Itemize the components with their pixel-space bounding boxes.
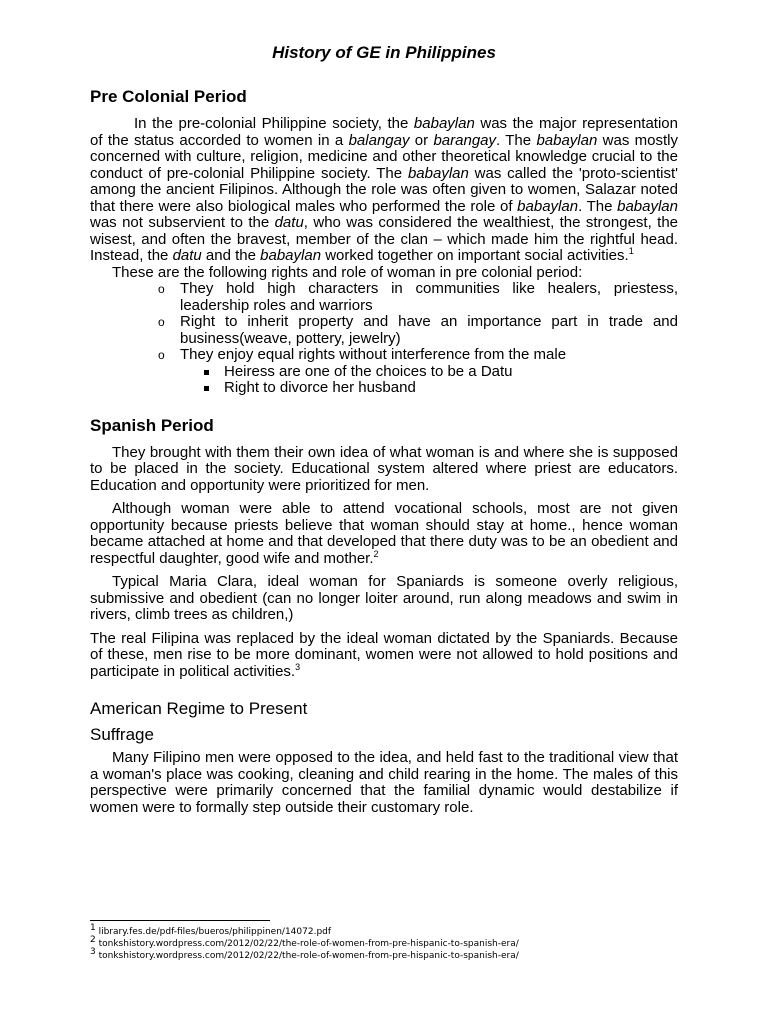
footnote-ref-2: 2 [373,548,379,559]
rights-sublist [180,364,678,397]
document-title: History of GE in Philippines [272,43,496,62]
document-page [90,42,678,816]
list-item: o They enjoy equal rights without interference from the male Heiress are one of the choices to be a Datu Right to divorce her husband [158,347,678,397]
list-item: o Right to inherit property and have an importance part in trade and business(weave, pottery, jewelry) [158,313,678,347]
square-bullet-icon [204,370,209,375]
pre-colonial-paragraph-2: These are the following rights and role of woman in pre colonial period: [112,263,583,281]
square-bullet-icon [204,386,209,391]
spanish-paragraph-2: Although woman were able to attend vocational schools, most are not given opportunity because priests believe that woman should stay at home., hence woman became attached at home and that developed that there duty was to be an obedient and respectful daughter, good wife and mother.$^2$ [90,500,678,567]
footnotes [90,923,690,962]
circle-bullet-icon: o [158,282,165,296]
spanish-paragraph-3: Typical Maria Clara, ideal woman for Spaniards is someone overly religious, submissive and obedient (can no longer loiter around, run along meadows and swim in rivers, climb trees as children,) [90,573,678,623]
spanish-paragraph-4: The real Filipina was replaced by the ideal woman dictated by the Spaniards. Because of these, men rise to be more dominant, women were not allowed to hold positions and participate in political activities.$^3$ [90,629,678,680]
list-item: Heiress are one of the choices to be a Datu [202,364,678,381]
footnote: $^3$ tonkshistory.wordpress.com/2012/02/22/the-role-of-women-from-pre-hispanic-to-spanish-era/ [90,947,519,961]
rights-list [90,281,678,397]
section-heading-american: American Regime to Present [90,699,308,718]
footnote: $^1$ library.fes.de/pdf-files/bueros/philippinen/14072.pdf [90,923,332,937]
section-heading-spanish: Spanish Period [90,415,214,435]
pre-colonial-paragraph-1: In the pre-colonial Philippine society, the babaylan was the major representation of the status accorded to women in a balangay or barangay. The babaylan was mostly concerned with culture, religion, medicine and other theoretical knowledge crucial to the conduct of pre-colonial Philippine society. The babaylan was called the 'proto-scientist' among the ancient Filipinos. Although the role was often given to women, Salazar noted that there were also biological males who performed the role of babaylan. The babaylan was not subservient to the datu, who was considered the wealthiest, the strongest, the wisest, and often the bravest, member of the clan – which made him the rightful head. Instead, the datu and the babaylan worked together on important social activities.$^1$ [90,115,679,264]
subheading-suffrage: Suffrage [90,725,154,744]
list-item: o They hold high characters in communities like healers, priestess, leadership roles and warriors [158,280,678,314]
list-item: Right to divorce her husband [202,380,678,397]
footnote-ref-1: 1 [628,246,634,256]
circle-bullet-icon: o [158,348,165,362]
footnote-divider [90,920,270,921]
footnote: $^2$ tonkshistory.wordpress.com/2012/02/22/the-role-of-women-from-pre-hispanic-to-spanish-era/ [90,935,519,949]
footnote-ref-3: 3 [295,661,301,672]
section-heading-pre-colonial: Pre Colonial Period [90,87,247,106]
american-paragraph-1: Many Filipino men were opposed to the idea, and held fast to the traditional view that a woman's place was cooking, cleaning and child rearing in the home. The males of this perspective were primarily concerned that the familial dynamic would destabilize if women were to formally step outside their customary role. [90,749,678,816]
circle-bullet-icon: o [158,315,165,329]
spanish-paragraph-1: They brought with them their own idea of what woman is and where she is supposed to be placed in the society. Educational system altered where priest are educators. Education and opportunity were prioritized for men. [90,443,678,494]
